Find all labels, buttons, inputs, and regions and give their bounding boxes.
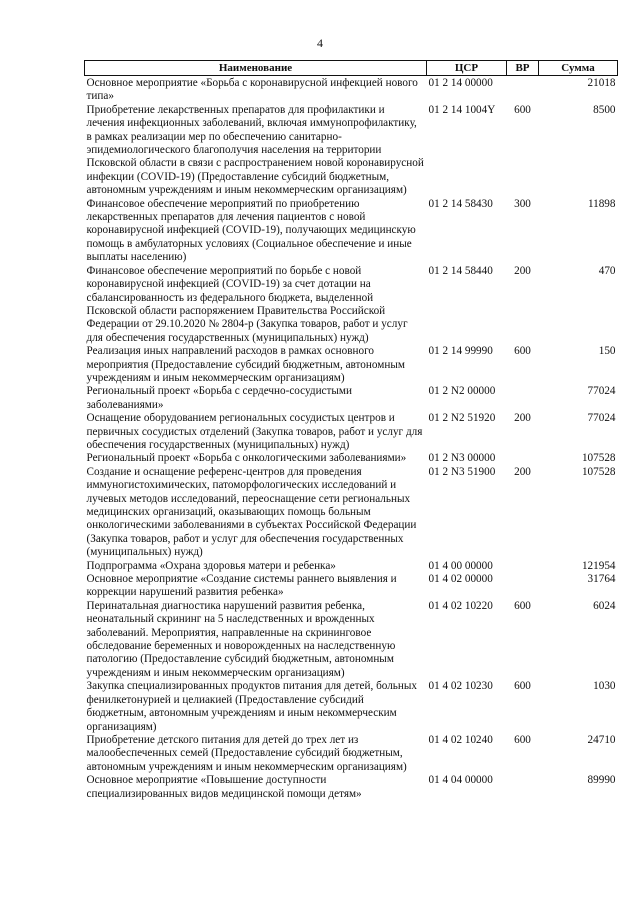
row-name: Оснащение оборудованием региональных сосудистых центров и первичных сосудистых отделений (Закупка товаров, работ и услуг для обеспечения государственных (муниципальных) нужд) (86, 412, 423, 451)
table-header-row (85, 61, 618, 76)
row-name: Приобретение детского питания для детей до трех лет из малообеспеченных семей (Предоставление субсидий бюджетным, автономным учреждениям и иным некоммерческим организациям) (86, 733, 407, 773)
table-row (85, 385, 618, 412)
header-sum: Сумма (539, 61, 618, 76)
row-sum: 31764 (587, 573, 616, 586)
table-row (85, 680, 618, 734)
row-csr: 01 4 02 10240 (428, 733, 493, 746)
row-csr: 01 4 02 10220 (428, 599, 493, 612)
row-csr: 01 2 14 00000 (428, 77, 493, 89)
row-sum: 107528 (581, 452, 616, 465)
row-name: Финансовое обеспечение мероприятий по борьбе с новой коронавирусной инфекцией (COVID-19) за счет дотации на сбалансированность из федерального бюджета, выделенной Псковской области распоряжением Правительства Российской Федерации от 29.10.2020 № 2804-р (Закупка товаров, работ и услуг для обеспечения государственных (муниципальных) нужд) (86, 264, 408, 344)
row-name: Региональный проект «Борьба с онкологическими заболеваниями» (86, 452, 407, 465)
row-vr: 200 (514, 465, 531, 478)
row-csr: 01 2 N3 00000 (428, 452, 496, 465)
row-sum: 107528 (581, 465, 616, 478)
row-sum: 24710 (587, 733, 616, 746)
header-name: Наименование (85, 61, 427, 76)
table-row (85, 76, 618, 104)
row-name: Финансовое обеспечение мероприятий по приобретению лекарственных препаратов для лечения пациентов с новой коронавирусной инфекцией (COVID-19), получающих медицинскую помощь в амбулаторных условиях (Социальное обеспечение и иные выплаты населению) (86, 197, 416, 264)
row-csr: 01 4 02 00000 (428, 573, 493, 586)
table-row (85, 198, 618, 265)
row-csr: 01 2 14 99990 (428, 345, 493, 358)
header-csr: ЦСР (427, 61, 507, 76)
header-vr: ВР (507, 61, 539, 76)
table-row (85, 104, 618, 198)
table-row (85, 734, 618, 774)
row-name: Создание и оснащение референс-центров для проведения иммуногистохимических, патоморфологических исследований и лучевых методов исследований, переоснащение сети региональных медицинских организаций, оказывающих помощь больным онкологическими заболеваниями в субъектах Российской Федерации (Закупка товаров, работ и услуг для обеспечения государственных (муниципальных) нужд) (86, 465, 417, 559)
row-name: Реализация иных направлений расходов в рамках основного мероприятия (Предоставление субсидий бюджетным, автономным учреждениям и иным некоммерческим организациям) (86, 345, 405, 384)
row-sum: 470 (598, 264, 616, 277)
row-csr: 01 4 04 00000 (428, 774, 493, 787)
row-sum: 21018 (587, 77, 616, 89)
row-csr: 01 4 00 00000 (428, 559, 493, 572)
row-csr: 01 4 02 10230 (428, 680, 493, 693)
row-vr: 300 (514, 197, 531, 210)
row-csr: 01 2 14 1004Y (428, 103, 496, 116)
budget-table (84, 60, 618, 801)
row-sum: 121954 (581, 559, 616, 572)
row-vr: 600 (514, 345, 531, 358)
row-csr: 01 2 N3 51900 (428, 465, 496, 478)
row-vr (507, 560, 539, 573)
row-vr: 600 (514, 733, 531, 746)
row-name: Основное мероприятие «Создание системы раннего выявления и коррекции нарушений развития ребенка» (86, 573, 397, 599)
row-sum: 89990 (587, 774, 616, 787)
row-vr (507, 452, 539, 465)
table-row (85, 345, 618, 385)
row-sum: 77024 (587, 412, 616, 425)
row-vr: 600 (514, 599, 531, 612)
table-row (85, 466, 618, 560)
row-sum: 11898 (587, 197, 616, 210)
row-sum: 6024 (593, 599, 616, 612)
row-vr (507, 385, 539, 412)
row-vr: 200 (514, 412, 531, 425)
row-csr: 01 2 14 58430 (428, 197, 493, 210)
table-row (85, 560, 618, 573)
row-name: Закупка специализированных продуктов питания для детей, больных фенилкетонурией и целиакией (Предоставление субсидий бюджетным, автономным учреждениям и иным некоммерческим организациям) (86, 680, 418, 733)
row-sum: 1030 (593, 680, 616, 693)
row-csr: 01 2 N2 51920 (428, 412, 496, 425)
row-vr: 600 (514, 680, 531, 693)
row-csr: 01 2 14 58440 (428, 264, 493, 277)
row-name: Региональный проект «Борьба с сердечно-сосудистыми заболеваниями» (86, 385, 352, 411)
row-vr (507, 774, 539, 801)
row-vr (507, 573, 539, 600)
table-row (85, 774, 618, 801)
row-sum: 8500 (593, 103, 616, 116)
row-name: Основное мероприятие «Повышение доступности специализированных видов медицинской помощи детям» (86, 774, 362, 800)
row-vr: 200 (514, 264, 531, 277)
table-row (85, 412, 618, 452)
page-number: 4 (317, 36, 323, 50)
row-sum: 150 (598, 345, 616, 358)
row-name: Приобретение лекарственных препаратов для профилактики и лечения инфекционных заболеваний, включая иммунопрофилактику, в рамках реализации мер по обеспечению санитарно-эпидемиологического благополучия населения на территории Псковской области в связи с распространением новой коронавирусной инфекции (COVID-19) (Предоставление субсидий бюджетным, автономным учреждениям и иным некоммерческим организациям) (86, 103, 424, 197)
row-sum: 77024 (587, 385, 616, 398)
row-name: Перинатальная диагностика нарушений развития ребенка, неонатальный скрининг на 5 наследственных и врожденных заболеваний. Мероприятия, направленные на скрининговое обследование беременных и новорожденных на наследственную патологию (Предоставление субсидий бюджетным, автономным учреждениям и иным некоммерческим организациям) (86, 599, 396, 679)
table-row (85, 573, 618, 600)
table-row (85, 452, 618, 465)
row-name: Основное мероприятие «Борьба с коронавирусной инфекцией нового типа» (86, 77, 418, 103)
row-vr: 600 (514, 103, 531, 116)
row-vr (507, 76, 539, 104)
table-row (85, 265, 618, 345)
row-csr: 01 2 N2 00000 (428, 385, 496, 398)
table-row (85, 600, 618, 680)
row-name: Подпрограмма «Охрана здоровья матери и ребенка» (86, 559, 336, 572)
